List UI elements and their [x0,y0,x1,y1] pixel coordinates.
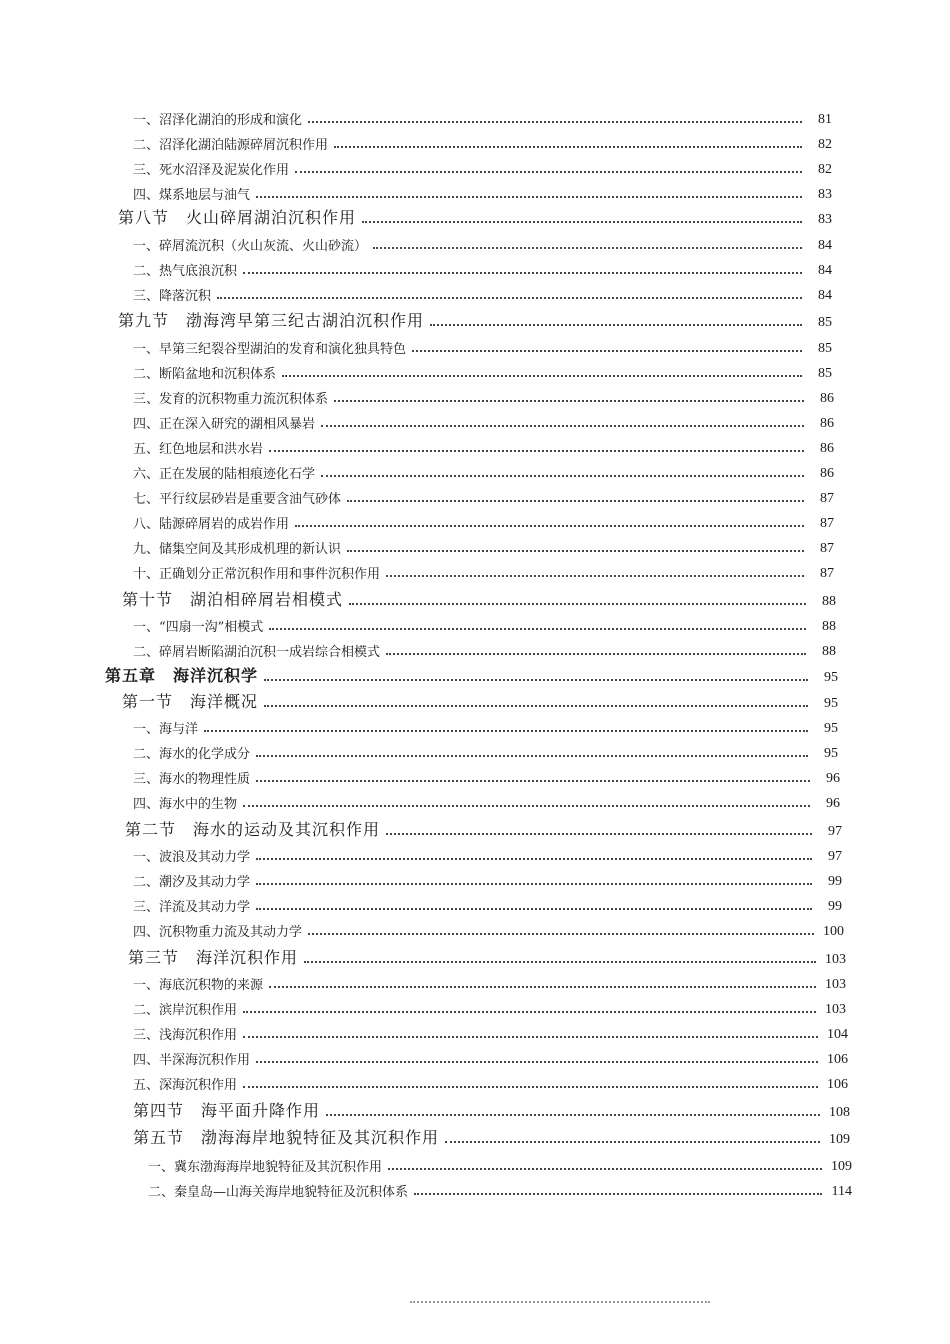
dot-leader [269,450,804,452]
toc-entry-title: 十、正确划分正常沉积作用和事件沉积作用 [133,567,381,582]
dot-leader [282,375,802,377]
toc-item [133,763,840,787]
dot-leader [445,1141,820,1143]
toc-item [133,916,844,940]
dot-leader [295,525,804,527]
toc-section [122,688,838,712]
toc-page-number: 99 [828,899,842,914]
toc-item [133,179,832,203]
toc-page-number: 106 [827,1077,848,1092]
toc-entry-title: 五、深海沉积作用 [133,1078,238,1093]
dot-leader [256,908,812,910]
toc-item [133,383,834,407]
toc-entry-title: 一、碎屑流沉积（火山灰流、火山砂流） [133,239,368,254]
dot-leader [308,121,802,123]
dot-leader [295,171,802,173]
toc-entry-title: 四、沉积物重力流及其动力学 [133,925,303,940]
toc-entry-title: 第十节 湖泊相碎屑岩相模式 [122,590,344,609]
toc-page-number: 86 [820,391,834,406]
dot-leader [412,350,802,352]
toc-page-number: 88 [822,619,836,634]
toc-item [133,508,834,532]
toc-page-number: 95 [824,721,838,736]
toc-entry-title: 一、冀东渤海海岸地貌特征及其沉积作用 [148,1160,383,1175]
dot-leader [347,550,804,552]
toc-entry-title: 四、煤系地层与油气 [133,188,251,203]
toc-item [133,129,832,153]
toc-entry-title: 一、“四扇一沟”相模式 [133,620,264,635]
toc-entry-title: 二、滨岸沉积作用 [133,1003,238,1018]
dot-leader [217,297,802,299]
dot-leader [334,400,804,402]
toc-item [133,1019,848,1043]
toc-section [128,944,846,968]
dot-leader [269,986,816,988]
toc-entry-title: 五、红色地层和洪水岩 [133,442,264,457]
toc-item [133,611,836,635]
dot-leader [386,575,804,577]
toc-page-number: 82 [818,137,832,152]
toc-page-number: 95 [824,746,838,761]
toc-entry-title: 八、陆源碎屑岩的成岩作用 [133,517,290,532]
toc-entry-title: 四、正在深入研究的湖相风暴岩 [133,417,316,432]
toc-page-number: 103 [825,977,846,992]
toc-page-number: 97 [828,849,842,864]
toc-item [133,969,846,993]
toc-item [133,713,838,737]
toc-page-number: 87 [820,541,834,556]
toc-entry-title: 一、波浪及其动力学 [133,850,251,865]
toc-section [122,586,836,610]
dot-leader [373,247,802,249]
toc-page-number: 108 [829,1105,850,1120]
toc-page-number: 85 [818,366,832,381]
toc-item [148,1151,852,1175]
toc-item [133,104,832,128]
toc-page-number: 109 [829,1132,850,1147]
toc-entry-title: 一、海与洋 [133,722,199,737]
dot-leader [334,146,802,148]
toc-entry-title: 三、海水的物理性质 [133,772,251,787]
toc-entry-title: 第二节 海水的运动及其沉积作用 [125,820,381,839]
dot-leader [388,1168,822,1170]
toc-entry-title: 三、洋流及其动力学 [133,900,251,915]
toc-entry-title: 三、浅海沉积作用 [133,1028,238,1043]
toc-entry-title: 第九节 渤海湾早第三纪古湖泊沉积作用 [118,311,425,330]
toc-item [133,280,832,304]
toc-entry-title: 第五节 渤海海岸地貌特征及其沉积作用 [133,1128,440,1147]
toc-page-number: 84 [818,288,832,303]
toc-item [133,408,834,432]
toc-page-number: 84 [818,238,832,253]
toc-item [133,333,832,357]
toc-entry-title: 七、平行纹层砂岩是重要含油气砂体 [133,492,342,507]
toc-page-number: 97 [828,824,842,839]
toc-item [133,230,832,254]
dot-leader [204,730,808,732]
toc-page-number: 87 [820,516,834,531]
toc-entry-title: 九、储集空间及其形成机理的新认识 [133,542,342,557]
dot-leader [430,324,802,326]
toc-entry-title: 二、海水的化学成分 [133,747,251,762]
dot-leader [256,858,812,860]
toc-section [133,1124,850,1148]
dot-leader [256,755,808,757]
toc-item [133,994,846,1018]
toc-page-number: 96 [826,771,840,786]
toc-page-number: 100 [823,924,844,939]
dot-leader [349,603,806,605]
dot-leader [386,833,812,835]
dot-leader [269,628,806,630]
toc-page-number: 88 [822,594,836,609]
toc-item [133,533,834,557]
toc-item [133,558,834,582]
toc-entry-title: 二、断陷盆地和沉积体系 [133,367,277,382]
toc-item [133,1044,848,1068]
toc-entry-title: 二、潮汐及其动力学 [133,875,251,890]
toc-page-number: 82 [818,162,832,177]
toc-entry-title: 第四节 海平面升降作用 [133,1101,321,1120]
dot-leader [256,196,802,198]
toc-entry-title: 一、沼泽化湖泊的形成和演化 [133,113,303,128]
dot-leader [308,933,814,935]
toc-entry-title: 六、正在发展的陆相痕迹化石学 [133,467,316,482]
dot-leader [386,653,806,655]
toc-entry-title: 第五章 海洋沉积学 [105,666,259,685]
toc-page-number: 85 [818,341,832,356]
toc-item [148,1176,852,1200]
scan-artifact-line [410,1298,710,1303]
toc-entry-title: 一、海底沉积物的来源 [133,978,264,993]
toc-item [133,483,834,507]
toc-page-number: 86 [820,441,834,456]
toc-entry-title: 三、死水沼泽及泥炭化作用 [133,163,290,178]
dot-leader [362,221,802,223]
toc-item [133,358,832,382]
toc-item [133,788,840,812]
dot-leader [243,272,802,274]
toc-item [133,433,834,457]
toc-page-number: 83 [818,187,832,202]
toc-section [118,307,832,331]
toc-page-number: 88 [822,644,836,659]
toc-entry-title: 第一节 海洋概况 [122,692,259,711]
toc-page-number: 95 [824,670,838,685]
toc-entry-title: 二、沼泽化湖泊陆源碎屑沉积作用 [133,138,329,153]
toc-item [133,1069,848,1093]
toc-page-number: 106 [827,1052,848,1067]
toc-entry-title: 一、早第三纪裂谷型湖泊的发育和演化独具特色 [133,342,407,357]
toc-item [133,154,832,178]
toc-item [133,255,832,279]
dot-leader [243,1011,816,1013]
dot-leader [264,705,808,707]
dot-leader [326,1114,820,1116]
toc-entry-title: 第八节 火山碎屑湖泊沉积作用 [118,208,357,227]
toc-item [133,636,836,660]
toc-item [133,458,834,482]
dot-leader [414,1193,822,1195]
toc-page-number: 83 [818,212,832,227]
dot-leader [256,1061,818,1063]
toc-item [133,841,842,865]
toc-page-number: 95 [824,696,838,711]
toc-item [133,866,842,890]
toc-page-number: 81 [818,112,832,127]
toc-page-number: 104 [827,1027,848,1042]
toc-page-number: 84 [818,263,832,278]
toc-entry-title: 四、半深海沉积作用 [133,1053,251,1068]
toc-page-number: 87 [820,491,834,506]
dot-leader [256,780,810,782]
dot-leader [243,805,810,807]
dot-leader [264,679,808,681]
toc-entry-title: 三、降落沉积 [133,289,212,304]
toc-entry-title: 二、热气底浪沉积 [133,264,238,279]
toc-page-number: 99 [828,874,842,889]
toc-entry-title: 二、秦皇岛—山海关海岸地貌特征及沉积体系 [148,1185,409,1200]
toc-page-number: 96 [826,796,840,811]
toc-page-number: 103 [825,1002,846,1017]
dot-leader [243,1036,818,1038]
toc-page-number: 85 [818,315,832,330]
toc-section [133,1097,850,1121]
dot-leader [304,961,816,963]
toc-page-number: 103 [825,952,846,967]
toc-chapter [105,662,838,686]
dot-leader [321,425,804,427]
toc-entry-title: 三、发育的沉积物重力流沉积体系 [133,392,329,407]
toc-entry-title: 第三节 海洋沉积作用 [128,948,299,967]
toc-page-number: 86 [820,416,834,431]
toc-page-number: 114 [831,1184,852,1199]
dot-leader [321,475,804,477]
toc-entry-title: 二、碎屑岩断陷湖泊沉积一成岩综合相模式 [133,645,381,660]
dot-leader [256,883,812,885]
toc-item [133,891,842,915]
toc-page-number: 87 [820,566,834,581]
toc-item [133,738,838,762]
toc-page-number: 109 [831,1159,852,1174]
toc-section [118,204,832,228]
dot-leader [243,1086,818,1088]
toc-page-number: 86 [820,466,834,481]
toc-section [125,816,842,840]
dot-leader [347,500,804,502]
toc-entry-title: 四、海水中的生物 [133,797,238,812]
